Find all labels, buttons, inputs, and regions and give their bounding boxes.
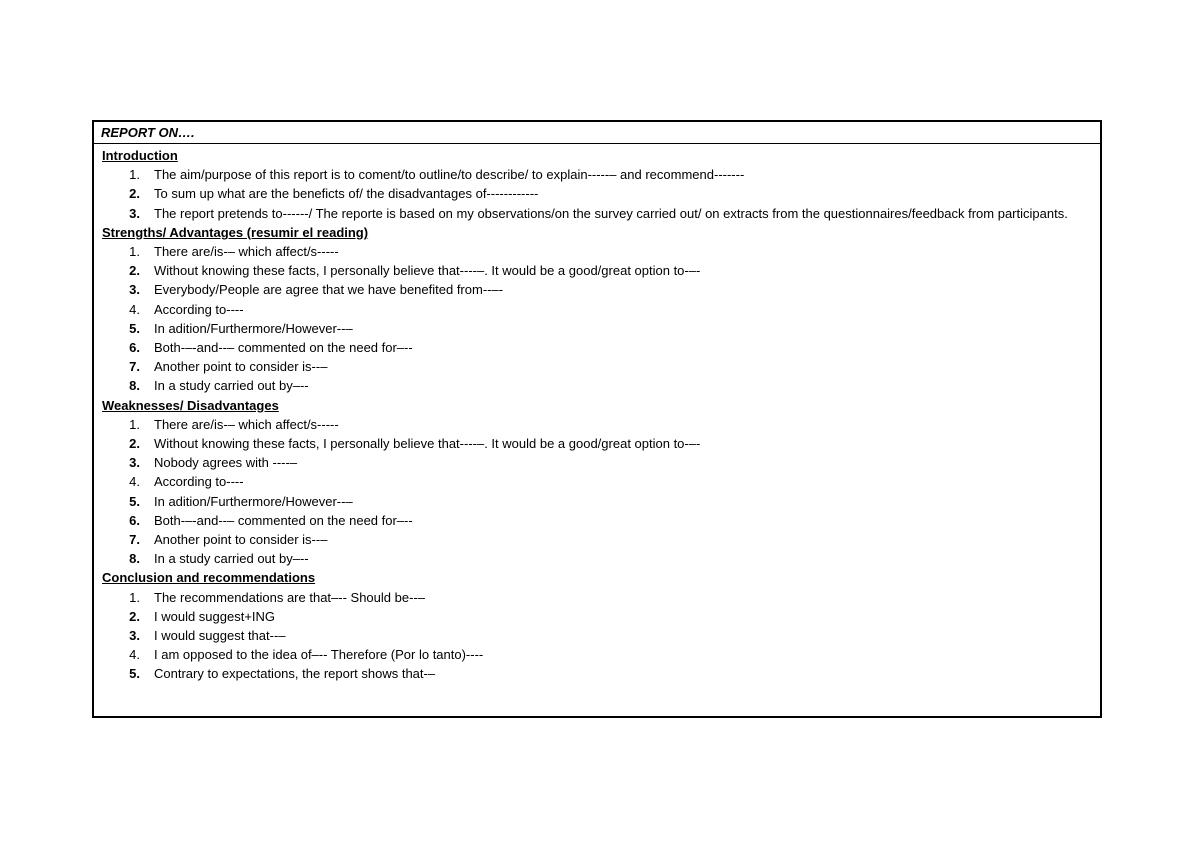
list-item-number: 3. xyxy=(129,205,140,221)
list-item-number: 4. xyxy=(129,301,140,317)
list-item-number: 6. xyxy=(129,340,140,356)
list-item-number: 8. xyxy=(129,378,140,394)
list-item-number: 1. xyxy=(129,244,140,260)
list-item-number: 7. xyxy=(129,359,140,375)
section-list xyxy=(102,242,1090,396)
list-item-text: According to---- xyxy=(154,474,244,490)
report-title: REPORT ON…. xyxy=(94,122,1100,144)
list-item xyxy=(102,645,1090,664)
list-item-text: In adition/Furthermore/However--– xyxy=(154,493,353,509)
list-item xyxy=(102,530,1090,549)
section-list xyxy=(102,415,1090,569)
list-item xyxy=(102,261,1090,280)
list-item-text: The aim/purpose of this report is to coment/to outline/to describe/ to explain-----– and recommend------- xyxy=(154,167,745,183)
list-item xyxy=(102,434,1090,453)
list-item xyxy=(102,280,1090,299)
list-item xyxy=(102,588,1090,607)
list-item-text: In adition/Furthermore/However--– xyxy=(154,320,353,336)
list-item-number: 1. xyxy=(129,589,140,605)
section-heading: Strengths/ Advantages (resumir el reading) xyxy=(102,224,369,240)
list-item xyxy=(102,453,1090,472)
list-item xyxy=(102,511,1090,530)
section-list xyxy=(102,588,1090,684)
list-item xyxy=(102,319,1090,338)
list-item xyxy=(102,607,1090,626)
list-item xyxy=(102,626,1090,645)
list-item xyxy=(102,204,1090,223)
list-item xyxy=(102,184,1090,203)
list-item xyxy=(102,492,1090,511)
list-item-number: 1. xyxy=(129,416,140,432)
list-item-number: 7. xyxy=(129,532,140,548)
list-item-text: There are/is-– which affect/s----- xyxy=(154,244,339,260)
list-item-text: Without knowing these facts, I personally believe that----–. It would be a good/great option to-–- xyxy=(154,263,701,279)
list-item xyxy=(102,549,1090,568)
list-item-text: Without knowing these facts, I personally believe that----–. It would be a good/great option to-–- xyxy=(154,436,701,452)
section-list xyxy=(102,165,1090,223)
list-item xyxy=(102,664,1090,683)
list-item xyxy=(102,338,1090,357)
list-item-text: Another point to consider is--– xyxy=(154,359,328,375)
list-item-text: To sum up what are the beneficts of/ the disadvantages of------------ xyxy=(154,186,539,202)
list-item-number: 4. xyxy=(129,647,140,663)
list-item-number: 8. xyxy=(129,551,140,567)
section-heading: Conclusion and recommendations xyxy=(102,570,316,586)
list-item-text: There are/is-– which affect/s----- xyxy=(154,416,339,432)
list-item xyxy=(102,242,1090,261)
section-heading: Introduction xyxy=(102,148,178,163)
list-item-number: 2. xyxy=(129,186,140,202)
list-item-number: 5. xyxy=(129,666,140,682)
list-item-number: 2. xyxy=(129,263,140,279)
list-item-text: In a study carried out by–-- xyxy=(154,378,309,394)
section-heading: Weaknesses/ Disadvantages xyxy=(102,397,279,413)
list-item-number: 3. xyxy=(129,282,140,298)
list-item-number: 6. xyxy=(129,512,140,528)
report-table xyxy=(92,120,1102,718)
list-item-number: 2. xyxy=(129,436,140,452)
list-item-number: 5. xyxy=(129,320,140,336)
list-item-text: Another point to consider is--– xyxy=(154,532,328,548)
list-item-text: Everybody/People are agree that we have benefited from--–- xyxy=(154,282,504,298)
list-item-text: I would suggest+ING xyxy=(154,608,276,624)
list-item-text: In a study carried out by–-- xyxy=(154,551,309,567)
list-item-text: The recommendations are that–-- Should be--– xyxy=(154,589,425,605)
list-item xyxy=(102,472,1090,491)
list-item-number: 3. xyxy=(129,628,140,644)
list-item-number: 1. xyxy=(129,167,140,183)
list-item-number: 5. xyxy=(129,493,140,509)
list-item-text: Contrary to expectations, the report shows that-– xyxy=(154,666,436,682)
list-item-number: 3. xyxy=(129,455,140,471)
list-item-text: Nobody agrees with ----– xyxy=(154,455,298,471)
list-item xyxy=(102,165,1090,184)
list-item-text: I am opposed to the idea of–-- Therefore (Por lo tanto)---- xyxy=(154,647,484,663)
list-item-text: The report pretends to------/ The reporte is based on my observations/on the survey carried out/ on extracts from the questionnaires/feedback from participants. xyxy=(154,205,1068,221)
list-item xyxy=(102,415,1090,434)
list-item-text: Both-–-and--– commented on the need for–-- xyxy=(154,512,413,528)
list-item-number: 2. xyxy=(129,608,140,624)
report-body xyxy=(94,144,1100,684)
list-item-text: Both-–-and--– commented on the need for–-- xyxy=(154,340,413,356)
list-item xyxy=(102,376,1090,395)
list-item-number: 4. xyxy=(129,474,140,490)
list-item xyxy=(102,357,1090,376)
list-item-text: I would suggest that--– xyxy=(154,628,286,644)
list-item-text: According to---- xyxy=(154,301,244,317)
list-item xyxy=(102,300,1090,319)
